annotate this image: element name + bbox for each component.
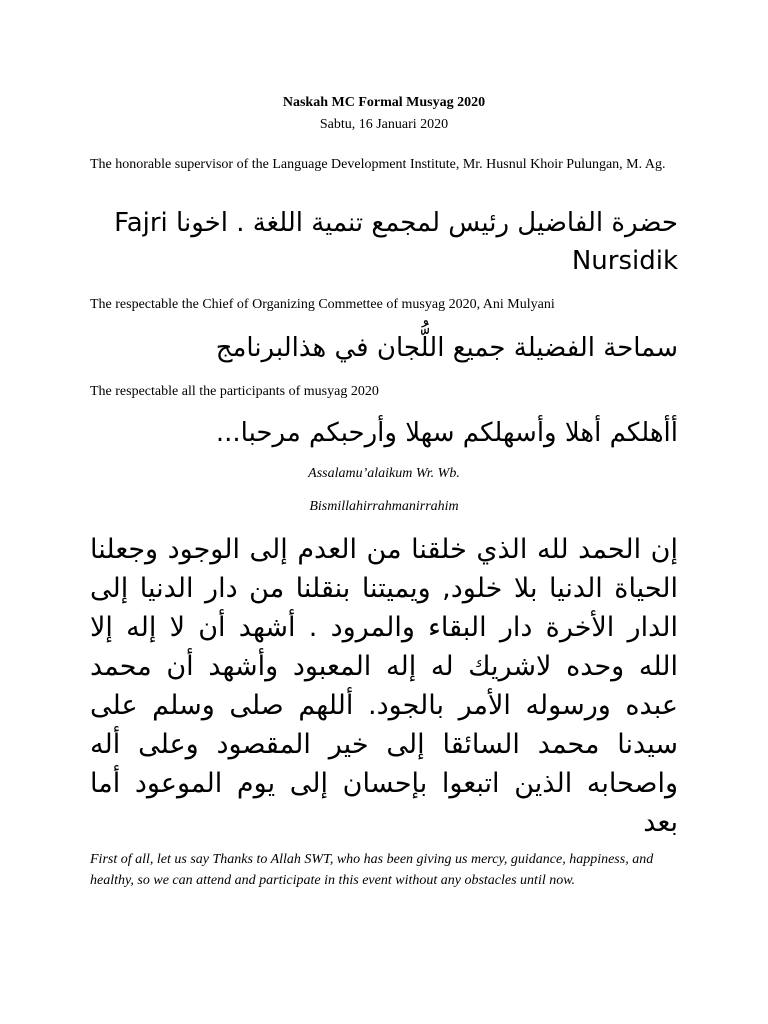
- document-title: Naskah MC Formal Musyag 2020: [282, 95, 486, 110]
- greeting-chief-english: The respectable the Chief of Organizing Commettee of musyag 2020, Ani Mulyani: [90, 297, 555, 312]
- salam-line: Assalamu’alaikum Wr. Wb.: [308, 466, 460, 481]
- opening-english-paragraph: First of all, let us say Thanks to Allah SWT, who has been giving us mercy, guidance, happiness, and healthy, so we can attend and participate in this event without any obstacles until now.: [90, 852, 654, 888]
- greeting-participants-english: The respectable all the participants of musyag 2020: [90, 384, 379, 399]
- greeting-supervisor-english: The honorable supervisor of the Language Development Institute, Mr. Husnul Khoir Pulungan, M. Ag.: [90, 157, 666, 172]
- document-date: Sabtu, 16 Januari 2020: [319, 117, 449, 132]
- opening-arabic-paragraph: إن الحمد لله الذي خلقنا من العدم إلى الوجود وجعلنا الحياة الدنيا بلا خلود, ويميتنا بنقلنا من دار الدنيا إلى الدار الأخرة دار البقاء والمرود . أشهد أن لا إله إلا الله وحده لاشريك له إله المعبود وأشهد أن محمد عبده ورسوله الأمر بالجود. أللهم صلى وسلم على سيدنا محمد السائقا إلى خير المقصود وعلى أله واصحابه الذين اتبعوا بإحسان إلى يوم الموعود أما بعد: [90, 534, 678, 838]
- greeting-participants-arabic: أأهلكم أهلا وأسهلكم سهلا وأرحبكم مرحبا...: [215, 418, 678, 448]
- basmalah-line: Bismillahirrahmanirrahim: [309, 499, 459, 514]
- greeting-chief-arabic: سماحة الفضيلة جميع اللُّجان في هذالبرنامج: [215, 333, 678, 363]
- greeting-supervisor-arabic: حضرة الفاضيل رئيس لمجمع تنمية اللغة . اخونا Fajri Nursidik: [114, 208, 678, 276]
